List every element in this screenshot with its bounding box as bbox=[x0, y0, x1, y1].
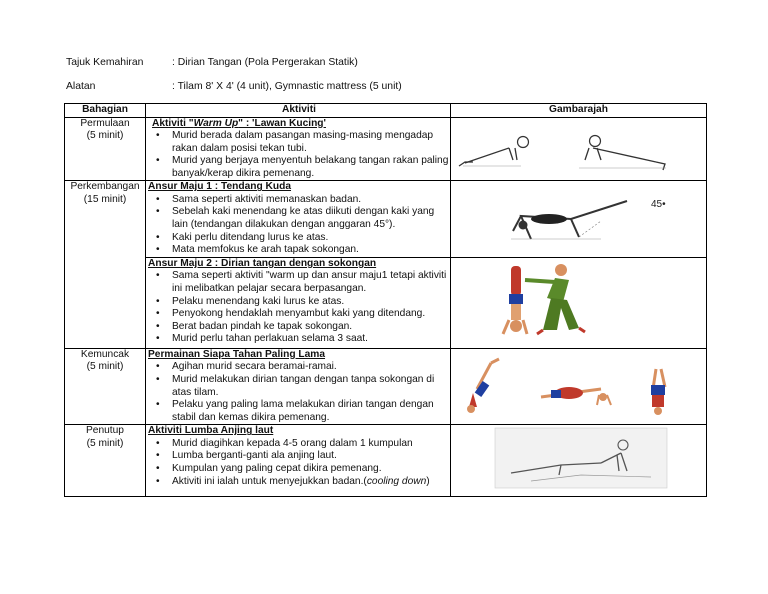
list-item: • Murid berada dalam pasangan masing-masing mengadap rakan dalam posisi tekan tubi. bbox=[168, 130, 450, 155]
phase-cell bbox=[65, 348, 146, 424]
list-item: • Murid perlu tahan perlakuan selama 3 saat. bbox=[168, 333, 450, 346]
push-up-pair-figure bbox=[451, 118, 706, 180]
list-item: • Sama seperti aktiviti "warm up dan ansur maju1 tetapi aktiviti ini melibatkan pelajar secara berpasangan. bbox=[168, 270, 450, 295]
list-item: • Kumpulan yang paling cepat dikira pemenang. bbox=[168, 463, 450, 476]
activity-bullets bbox=[148, 270, 450, 346]
title-italic: Warm Up bbox=[193, 117, 239, 129]
phase-cell bbox=[65, 181, 146, 348]
activity-title: Aktiviti Lumba Anjing laut bbox=[148, 425, 274, 437]
list-item: • Kaki perlu ditendang lurus ke atas. bbox=[168, 232, 450, 245]
activity-title: Ansur Maju 1 : Tendang Kuda bbox=[148, 181, 292, 193]
horse-kick-figure bbox=[451, 181, 706, 256]
phase-name: Kemuncak bbox=[80, 348, 130, 360]
header-aktiviti: Aktiviti bbox=[146, 104, 451, 118]
activity-bullets bbox=[148, 194, 450, 257]
table-row bbox=[65, 257, 707, 348]
activity-title bbox=[148, 118, 450, 131]
phase-duration: (5 minit) bbox=[86, 437, 124, 449]
angle-label: 45• bbox=[651, 199, 666, 211]
list-item: • Berat badan pindah ke tapak sokongan. bbox=[168, 321, 450, 334]
phase-name: Perkembangan bbox=[70, 181, 140, 193]
bullet-prefix: Aktiviti ini ialah untuk menyejukkan badan.( bbox=[172, 475, 367, 487]
list-item: • Sebelah kaki menendang ke atas diikuti dengan kaki yang lain (tendangan dilakukan dengan anggaran 45°). bbox=[168, 206, 450, 231]
list-item: • Agihan murid secara beramai-ramai. bbox=[168, 361, 450, 374]
skill-value: : Dirian Tangan (Pola Pergerakan Statik) bbox=[172, 57, 358, 68]
list-item: • Mata memfokus ke arah tapak sokongan. bbox=[168, 244, 450, 257]
seal-crawl-figure bbox=[451, 425, 706, 495]
figure-cell bbox=[451, 257, 707, 348]
header-bahagian: Bahagian bbox=[65, 104, 146, 118]
tool-label: Alatan bbox=[66, 81, 96, 92]
list-item: • Pelaku menendang kaki lurus ke atas. bbox=[168, 296, 450, 309]
phase-cell bbox=[65, 425, 146, 497]
phase-duration: (5 minit) bbox=[86, 361, 124, 373]
table-header-row bbox=[65, 104, 707, 118]
phase-name: Penutup bbox=[86, 425, 124, 437]
list-item: • Murid melakukan dirian tangan dengan tanpa sokongan di atas tilam. bbox=[168, 374, 450, 399]
bullet-suffix: ) bbox=[426, 475, 430, 487]
list-item: • Penyokong hendaklah menyambut kaki yang ditendang. bbox=[168, 308, 450, 321]
header-gambarajah: Gambarajah bbox=[451, 104, 707, 118]
list-item: • Lumba berganti-ganti ala anjing laut. bbox=[168, 450, 450, 463]
handstand-group-figure bbox=[451, 349, 706, 424]
table-row bbox=[65, 117, 707, 181]
activity-cell bbox=[146, 117, 451, 181]
table-row bbox=[65, 348, 707, 424]
activity-title: Permainan Siapa Tahan Paling Lama bbox=[148, 348, 326, 360]
table-row bbox=[65, 181, 707, 257]
activity-bullets bbox=[148, 361, 450, 424]
lesson-table bbox=[64, 103, 707, 497]
activity-title: Ansur Maju 2 : Dirian tangan dengan sokongan bbox=[148, 257, 377, 269]
activity-cell bbox=[146, 348, 451, 424]
list-item: • Murid yang berjaya menyentuh belakang tangan rakan paling banyak/kerap dikira pemenang. bbox=[168, 155, 450, 180]
figure-cell bbox=[451, 117, 707, 181]
table-row bbox=[65, 425, 707, 497]
figure-cell bbox=[451, 181, 707, 257]
phase-duration: (15 minit) bbox=[83, 193, 127, 205]
tool-value: : Tilam 8' X 4' (4 unit), Gymnastic mattress (5 unit) bbox=[172, 81, 402, 92]
list-item: • Pelaku yang paling lama melakukan dirian tangan dengan stabil dan kemas dikira pemenang. bbox=[168, 399, 450, 424]
bullet-italic: cooling down bbox=[366, 475, 427, 487]
figure-cell bbox=[451, 425, 707, 497]
list-item: • Murid diagihkan kepada 4-5 orang dalam 1 kumpulan bbox=[168, 438, 450, 451]
phase-duration: (5 minit) bbox=[86, 130, 124, 141]
activity-bullets bbox=[148, 438, 450, 488]
title-suffix: " : 'Lawan Kucing' bbox=[238, 117, 326, 129]
skill-label: Tajuk Kemahiran bbox=[66, 57, 144, 68]
activity-bullets bbox=[148, 130, 450, 180]
activity-cell bbox=[146, 181, 451, 257]
list-item bbox=[168, 476, 450, 489]
title-prefix: Aktiviti " bbox=[152, 117, 194, 129]
activity-cell bbox=[146, 425, 451, 497]
phase-name: Permulaan bbox=[80, 117, 130, 129]
activity-cell bbox=[146, 257, 451, 348]
phase-cell bbox=[65, 117, 146, 181]
figure-cell bbox=[451, 348, 707, 424]
list-item: • Sama seperti aktiviti memanaskan badan. bbox=[168, 194, 450, 207]
assisted-handstand-figure bbox=[451, 258, 706, 348]
